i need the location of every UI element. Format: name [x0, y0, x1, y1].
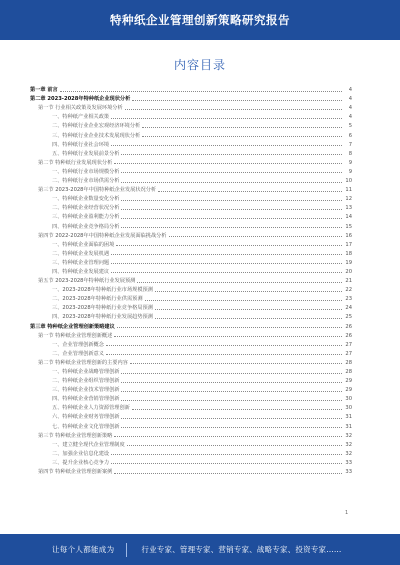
toc-entry[interactable]	[30, 366, 352, 375]
toc-entry[interactable]	[30, 230, 352, 239]
header-bar	[0, 0, 400, 40]
toc-entry-page: 22	[345, 287, 352, 294]
toc-leader-dots	[121, 218, 342, 219]
toc-entry[interactable]	[30, 348, 352, 357]
toc-leader-dots	[111, 272, 342, 273]
toc-entry[interactable]	[30, 339, 352, 348]
toc-entry-label: 二、企业管理创新意义	[52, 350, 104, 357]
toc-entry-page: 27	[345, 341, 352, 348]
toc-entry-label: 三、提升企业核心竞争力	[52, 459, 110, 466]
toc-leader-dots	[125, 109, 342, 110]
toc-entry-label: 第五节 2023-2028年特种纸行业发展预测	[38, 278, 136, 285]
toc-entry-page: 9	[348, 159, 352, 166]
toc-leader-dots	[111, 454, 342, 455]
toc-entry-page: 8	[348, 150, 352, 157]
toc-entry-page: 33	[345, 459, 352, 466]
toc-entry-page: 13	[345, 205, 352, 212]
toc-leader-dots	[121, 172, 342, 173]
toc-leader-dots	[121, 209, 342, 210]
toc-entry[interactable]	[30, 239, 352, 248]
toc-entry-label: 五、特种纸行业发展前景分析	[52, 150, 120, 157]
toc-entry[interactable]	[30, 420, 352, 429]
toc-entry-label: 二、特种纸企业发展机遇	[52, 250, 110, 257]
toc-entry[interactable]	[30, 275, 352, 284]
toc-entry-label: 二、特种纸行业企业宏观经济环境分析	[52, 123, 141, 130]
toc-entry[interactable]	[30, 93, 352, 102]
toc-entry[interactable]	[30, 430, 352, 439]
toc-leader-dots	[121, 391, 342, 392]
toc-entry-label: 一、特种纸企业面临的困境	[52, 241, 115, 248]
toc-entry-label: 第一节 特种纸企业管理创新概述	[38, 332, 113, 339]
toc-entry-label: 第三节 特种纸企业管理创新策略	[38, 432, 113, 439]
toc-leader-dots	[121, 200, 342, 201]
toc-entry[interactable]	[30, 293, 352, 302]
toc-entry[interactable]	[30, 302, 352, 311]
toc-entry-label: 一、特种纸企业数量变化分析	[52, 196, 120, 203]
toc-entry-label: 第三章 特种纸企业管理创新策略建议	[30, 323, 115, 330]
toc-leader-dots	[155, 309, 342, 310]
toc-entry[interactable]	[30, 439, 352, 448]
toc-entry-page: 21	[345, 278, 352, 285]
toc-entry-page: 31	[345, 414, 352, 421]
toc-entry-page: 33	[345, 469, 352, 476]
toc-entry-label: 三、特种纸企业盈利能力分析	[52, 214, 120, 221]
toc-leader-dots	[121, 400, 342, 401]
toc-entry-label: 四、特种纸企业发展建议	[52, 268, 110, 275]
toc-leader-dots	[121, 382, 342, 383]
toc-entry[interactable]	[30, 175, 352, 184]
toc-entry[interactable]	[30, 102, 352, 111]
toc-entry-label: 第二章 2023-2028年特种纸企业现状分析	[30, 96, 131, 103]
toc-entry[interactable]	[30, 466, 352, 475]
toc-leader-dots	[121, 182, 342, 183]
footer-tagline: 行业专家、管理专家、营销专家、战略专家、投资专家……	[141, 545, 342, 554]
toc-entry-page: 31	[345, 423, 352, 430]
toc-leader-dots	[114, 336, 342, 337]
toc-leader-dots	[132, 100, 342, 101]
toc-entry[interactable]	[30, 448, 352, 457]
toc-entry[interactable]	[30, 393, 352, 402]
toc-leader-dots	[121, 227, 342, 228]
toc-entry-label: 七、特种纸企业文化管理创新	[52, 423, 120, 430]
toc-entry-page: 7	[348, 141, 352, 148]
toc-leader-dots	[145, 300, 342, 301]
toc-entry-page: 32	[345, 432, 352, 439]
toc-entry[interactable]	[30, 166, 352, 175]
toc-entry-page: 15	[345, 223, 352, 230]
toc-entry[interactable]	[30, 211, 352, 220]
toc-entry-label: 六、特种纸企业财务管理创新	[52, 414, 120, 421]
toc-entry-label: 一、特种纸行业市场规模分析	[52, 168, 120, 175]
toc-entry[interactable]	[30, 357, 352, 366]
toc-entry[interactable]	[30, 257, 352, 266]
toc-entry[interactable]	[30, 220, 352, 229]
toc-entry[interactable]	[30, 184, 352, 193]
toc-entry-label: 一、特种纸企业战略管理创新	[52, 369, 120, 375]
toc-entry-page: 24	[345, 305, 352, 312]
toc-entry-page: 19	[345, 259, 352, 266]
toc-entry-page: 11	[345, 187, 352, 194]
toc-entry[interactable]	[30, 311, 352, 320]
toc-entry[interactable]	[30, 202, 352, 211]
toc-entry-page: 4	[348, 87, 352, 94]
toc-entry-page: 4	[348, 105, 352, 112]
toc-entry-page: 29	[345, 378, 352, 385]
toc-leader-dots	[116, 245, 342, 246]
toc-entry-page: 4	[348, 114, 352, 121]
toc-entry-page: 14	[345, 214, 352, 221]
toc-entry[interactable]	[30, 384, 352, 393]
toc-entry-page: 30	[345, 405, 352, 412]
toc-entry-page: 29	[345, 387, 352, 394]
toc-entry[interactable]	[30, 330, 352, 339]
toc-leader-dots	[127, 445, 342, 446]
toc-entry-label: 二、特种纸企业经营状况分析	[52, 205, 120, 212]
toc-entry[interactable]	[30, 148, 352, 157]
toc-entry-label: 四、2023-2028年特种纸行业发展趋势预测	[52, 314, 153, 321]
toc-entry-label: 三、特种纸企业管理问题	[52, 259, 110, 266]
toc-leader-dots	[117, 327, 342, 328]
toc-entry-label: 三、特种纸行业企业技术发展现状分析	[52, 132, 141, 139]
toc-leader-dots	[142, 136, 342, 137]
footer-slogan: 让每个人都能成为	[52, 545, 115, 554]
toc-entry[interactable]	[30, 411, 352, 420]
toc-entry-page: 28	[345, 359, 352, 366]
footer-divider	[126, 543, 127, 557]
toc-entry-page: 26	[345, 332, 352, 339]
toc-entry-label: 第四节 2022-2028年中国特种纸企业发展面临挑战分析	[38, 232, 167, 239]
toc-entry-label: 二、特种纸企业组织管理创新	[52, 378, 120, 385]
toc-entry-page: 10	[345, 178, 352, 185]
toc-entry-label: 一、建立健全现代企业管理制度	[52, 441, 125, 448]
toc-entry-label: 四、特种纸企业营销管理创新	[52, 396, 120, 403]
toc-entry-page: 9	[348, 168, 352, 175]
toc-entry[interactable]	[30, 111, 352, 120]
toc-entry-page: 12	[345, 196, 352, 203]
toc-leader-dots	[155, 318, 342, 319]
toc-leader-dots	[121, 373, 342, 374]
toc-leader-dots	[158, 191, 342, 192]
toc-entry[interactable]	[30, 129, 352, 138]
toc-leader-dots	[111, 118, 342, 119]
toc-entry-page: 16	[345, 232, 352, 239]
toc-leader-dots	[121, 418, 342, 419]
toc-leader-dots	[155, 291, 342, 292]
toc-entry-label: 第三节 2023-2028年中国特种纸企业发展状况分析	[38, 187, 157, 194]
toc-entry[interactable]	[30, 320, 352, 329]
toc-leader-dots	[114, 436, 342, 437]
toc-leader-dots	[114, 163, 342, 164]
toc-entry-label: 三、特种纸企业技术管理创新	[52, 387, 120, 394]
toc-entry-page: 28	[345, 369, 352, 375]
toc-entry-page: 32	[345, 441, 352, 448]
table-of-contents	[30, 84, 352, 475]
toc-leader-dots	[111, 145, 342, 146]
toc-entry-page: 18	[345, 250, 352, 257]
toc-entry-page: 5	[348, 123, 352, 130]
toc-entry-label: 四、特种纸企业竞争格局分析	[52, 223, 120, 230]
toc-entry[interactable]	[30, 157, 352, 166]
toc-entry-page: 30	[345, 396, 352, 403]
toc-heading: 内容目录	[173, 58, 226, 72]
toc-entry-page: 32	[345, 450, 352, 457]
toc-entry[interactable]	[30, 193, 352, 202]
toc-entry-label: 第一章 前言	[30, 87, 58, 94]
toc-leader-dots	[121, 427, 342, 428]
toc-entry[interactable]	[30, 266, 352, 275]
toc-entry-label: 二、加强企业信息化建设	[52, 450, 110, 457]
toc-leader-dots	[142, 127, 342, 128]
footer-bar	[0, 534, 400, 565]
toc-entry[interactable]	[30, 139, 352, 148]
toc-entry[interactable]	[30, 248, 352, 257]
toc-entry[interactable]	[30, 284, 352, 293]
toc-entry[interactable]	[30, 402, 352, 411]
toc-entry-label: 第二节 特种纸企业管理创新的主要内容	[38, 359, 128, 366]
toc-entry-page: 20	[345, 268, 352, 275]
toc-leader-dots	[111, 263, 342, 264]
toc-leader-dots	[169, 236, 343, 237]
toc-entry-page: 23	[345, 296, 352, 303]
toc-leader-dots	[60, 91, 342, 92]
toc-entry[interactable]	[30, 457, 352, 466]
toc-entry-label: 二、2023-2028年特种纸行业供需预测	[52, 296, 143, 303]
toc-entry-label: 三、2023-2028年特种纸行业竞争格局预测	[52, 305, 153, 312]
toc-entry-page: 27	[345, 350, 352, 357]
toc-entry-label: 五、特种纸企业人力资源管理创新	[52, 405, 130, 412]
toc-entry-label: 第一节 行业相关政策及发展环境分析	[38, 105, 123, 112]
toc-entry[interactable]	[30, 84, 352, 93]
toc-leader-dots	[132, 409, 342, 410]
toc-entry[interactable]	[30, 120, 352, 129]
toc-entry-label: 一、企业管理创新概念	[52, 341, 104, 348]
toc-entry-label: 第二节 特种纸行业发展现状分析	[38, 159, 113, 166]
toc-entry-label: 第四节 特种纸企业管理创新案例	[38, 469, 113, 476]
toc-entry-label: 二、特种纸行业市场供需分析	[52, 178, 120, 185]
toc-leader-dots	[106, 354, 342, 355]
report-title: 特种纸企业管理创新策略研究报告	[110, 13, 290, 27]
toc-leader-dots	[111, 254, 342, 255]
toc-leader-dots	[121, 154, 342, 155]
toc-entry-label: 一、特种纸产业相关政策	[52, 114, 110, 121]
toc-entry-page: 6	[348, 132, 352, 139]
toc-leader-dots	[106, 345, 342, 346]
toc-leader-dots	[130, 363, 342, 364]
toc-entry-label: 一、2023-2028年特种纸行业市场规模预测	[52, 287, 153, 294]
toc-entry[interactable]	[30, 375, 352, 384]
toc-entry-page: 4	[348, 96, 352, 103]
toc-entry-page: 17	[345, 241, 352, 248]
toc-leader-dots	[137, 282, 342, 283]
toc-leader-dots	[114, 473, 342, 474]
page-number: 1	[345, 510, 349, 516]
toc-leader-dots	[111, 463, 342, 464]
toc-entry-page: 25	[345, 314, 352, 321]
toc-entry-page: 26	[345, 323, 352, 330]
toc-entry-label: 四、特种纸行业社会环境	[52, 141, 110, 148]
